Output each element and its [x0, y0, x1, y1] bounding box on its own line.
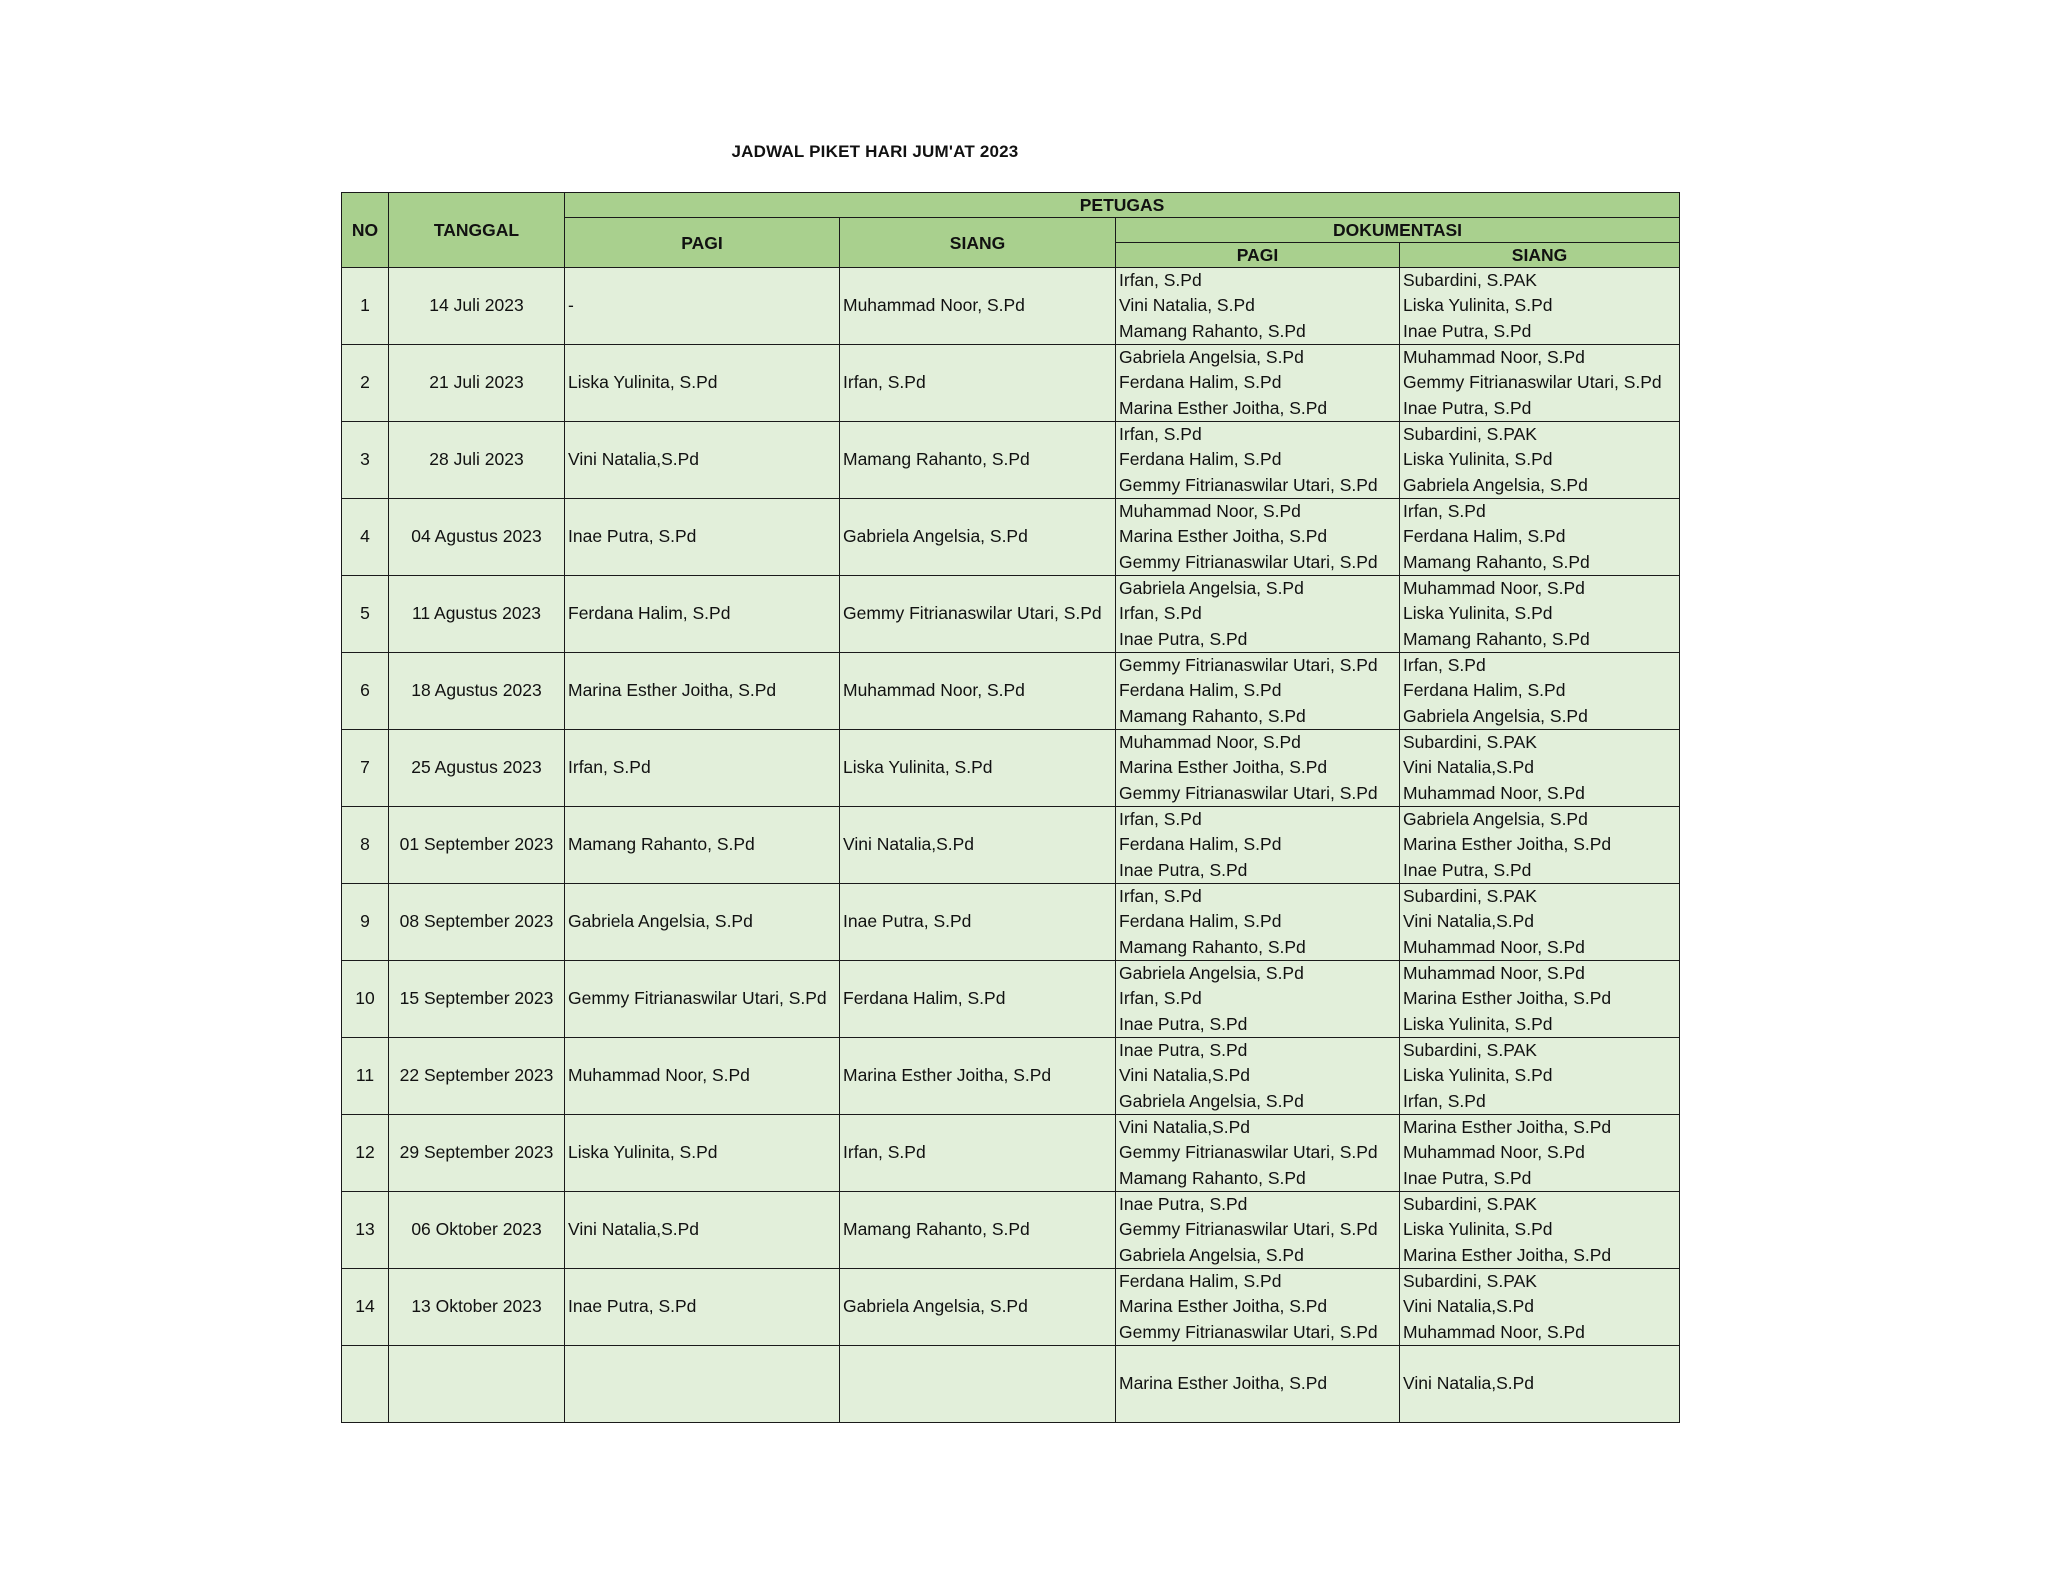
schedule-table: [341, 192, 1680, 1423]
table-row: [342, 1346, 1680, 1423]
cell-date: 04 Agustus 2023: [389, 499, 565, 576]
cell-no: 14: [342, 1269, 389, 1346]
cell-pagi: -: [565, 268, 840, 345]
cell-dok-pagi: [1116, 730, 1400, 807]
cell-siang: Liska Yulinita, S.Pd: [840, 730, 1116, 807]
staff-name: Inae Putra, S.Pd: [1119, 1194, 1248, 1215]
table-body: [342, 268, 1680, 1423]
staff-name: Irfan, S.Pd: [1403, 1090, 1486, 1111]
staff-name: Inae Putra, S.Pd: [1119, 1040, 1248, 1061]
table-row: [342, 422, 1680, 499]
cell-dok-pagi: [1116, 422, 1400, 499]
staff-name: Vini Natalia,S.Pd: [1403, 757, 1535, 778]
cell-dok-pagi: [1116, 345, 1400, 422]
cell-no: 5: [342, 576, 389, 653]
table-row: [342, 1269, 1680, 1346]
cell-no: 12: [342, 1115, 389, 1192]
cell-siang: Inae Putra, S.Pd: [840, 884, 1116, 961]
cell-dok-pagi: [1116, 1269, 1400, 1346]
header-tanggal: TANGGAL: [389, 193, 565, 268]
staff-name: Marina Esther Joitha, S.Pd: [1403, 1244, 1612, 1265]
staff-name: Marina Esther Joitha, S.Pd: [1119, 526, 1328, 547]
cell-dok-siang: [1400, 730, 1680, 807]
cell-no: 13: [342, 1192, 389, 1269]
cell-dok-pagi: [1116, 807, 1400, 884]
table-row: [342, 884, 1680, 961]
staff-name: Gabriela Angelsia, S.Pd: [1403, 809, 1588, 830]
staff-name: Gabriela Angelsia, S.Pd: [1119, 578, 1304, 599]
cell-dok-pagi: [1116, 1346, 1400, 1423]
staff-name: Ferdana Halim, S.Pd: [1119, 680, 1282, 701]
cell-pagi: Inae Putra, S.Pd: [565, 499, 840, 576]
header-no: NO: [342, 193, 389, 268]
cell-siang: Gabriela Angelsia, S.Pd: [840, 1269, 1116, 1346]
cell-no: 7: [342, 730, 389, 807]
cell-date: 06 Oktober 2023: [389, 1192, 565, 1269]
cell-no: 3: [342, 422, 389, 499]
cell-dok-pagi: [1116, 1115, 1400, 1192]
cell-date: 01 September 2023: [389, 807, 565, 884]
staff-name: Gemmy Fitrianaswilar Utari, S.Pd: [1403, 372, 1662, 393]
cell-no: 1: [342, 268, 389, 345]
cell-date: 22 September 2023: [389, 1038, 565, 1115]
staff-name: Gabriela Angelsia, S.Pd: [1119, 1090, 1304, 1111]
cell-dok-siang: [1400, 499, 1680, 576]
cell-no: 11: [342, 1038, 389, 1115]
table-row: [342, 653, 1680, 730]
cell-date: 14 Juli 2023: [389, 268, 565, 345]
cell-no: [342, 1346, 389, 1423]
cell-date: 08 September 2023: [389, 884, 565, 961]
staff-name: Muhammad Noor, S.Pd: [1403, 1142, 1585, 1163]
staff-name: Marina Esther Joitha, S.Pd: [1403, 988, 1612, 1009]
cell-pagi: Muhammad Noor, S.Pd: [565, 1038, 840, 1115]
staff-name: Ferdana Halim, S.Pd: [1119, 834, 1282, 855]
table-row: [342, 345, 1680, 422]
cell-pagi: Vini Natalia,S.Pd: [565, 422, 840, 499]
cell-date: 11 Agustus 2023: [389, 576, 565, 653]
staff-name: Gemmy Fitrianaswilar Utari, S.Pd: [1119, 551, 1378, 572]
cell-siang: Irfan, S.Pd: [840, 1115, 1116, 1192]
staff-name: Muhammad Noor, S.Pd: [1403, 963, 1585, 984]
cell-pagi: Irfan, S.Pd: [565, 730, 840, 807]
cell-date: 15 September 2023: [389, 961, 565, 1038]
staff-name: Gabriela Angelsia, S.Pd: [1119, 963, 1304, 984]
header-dokumentasi: DOKUMENTASI: [1116, 218, 1680, 243]
cell-no: 9: [342, 884, 389, 961]
cell-no: 8: [342, 807, 389, 884]
cell-no: 2: [342, 345, 389, 422]
cell-no: 4: [342, 499, 389, 576]
staff-name: Marina Esther Joitha, S.Pd: [1119, 1373, 1328, 1394]
staff-name: Ferdana Halim, S.Pd: [1119, 1271, 1282, 1292]
cell-dok-siang: [1400, 884, 1680, 961]
staff-name: Liska Yulinita, S.Pd: [1403, 603, 1553, 624]
cell-date: 18 Agustus 2023: [389, 653, 565, 730]
staff-name: Irfan, S.Pd: [1119, 886, 1202, 907]
staff-name: Marina Esther Joitha, S.Pd: [1119, 757, 1328, 778]
cell-siang: Muhammad Noor, S.Pd: [840, 653, 1116, 730]
staff-name: Liska Yulinita, S.Pd: [1403, 1065, 1553, 1086]
staff-name: Mamang Rahanto, S.Pd: [1403, 628, 1590, 649]
staff-name: Vini Natalia,S.Pd: [1119, 1117, 1251, 1138]
cell-dok-pagi: [1116, 1038, 1400, 1115]
staff-name: Ferdana Halim, S.Pd: [1119, 372, 1282, 393]
staff-name: Subardini, S.PAK: [1403, 1271, 1537, 1292]
cell-siang: Irfan, S.Pd: [840, 345, 1116, 422]
staff-name: Marina Esther Joitha, S.Pd: [1119, 397, 1328, 418]
cell-dok-siang: [1400, 961, 1680, 1038]
staff-name: Muhammad Noor, S.Pd: [1403, 1321, 1585, 1342]
cell-dok-siang: [1400, 1346, 1680, 1423]
staff-name: Gabriela Angelsia, S.Pd: [1403, 705, 1588, 726]
cell-siang: Gabriela Angelsia, S.Pd: [840, 499, 1116, 576]
table-row: [342, 268, 1680, 345]
staff-name: Muhammad Noor, S.Pd: [1403, 782, 1585, 803]
staff-name: Liska Yulinita, S.Pd: [1403, 1219, 1553, 1240]
page-title: JADWAL PIKET HARI JUM'AT 2023: [731, 142, 1019, 161]
header-dok-pagi: PAGI: [1116, 243, 1400, 268]
staff-name: Subardini, S.PAK: [1403, 424, 1537, 445]
staff-name: Subardini, S.PAK: [1403, 886, 1537, 907]
staff-name: Subardini, S.PAK: [1403, 1194, 1537, 1215]
cell-dok-siang: [1400, 345, 1680, 422]
cell-dok-siang: [1400, 1192, 1680, 1269]
staff-name: Vini Natalia,S.Pd: [1403, 1296, 1535, 1317]
staff-name: Mamang Rahanto, S.Pd: [1119, 320, 1306, 341]
cell-pagi: Marina Esther Joitha, S.Pd: [565, 653, 840, 730]
staff-name: Irfan, S.Pd: [1119, 809, 1202, 830]
staff-name: Muhammad Noor, S.Pd: [1403, 936, 1585, 957]
cell-pagi: Liska Yulinita, S.Pd: [565, 345, 840, 422]
header-petugas: PETUGAS: [565, 193, 1680, 218]
staff-name: Mamang Rahanto, S.Pd: [1119, 1167, 1306, 1188]
cell-date: 25 Agustus 2023: [389, 730, 565, 807]
cell-no: 6: [342, 653, 389, 730]
staff-name: Muhammad Noor, S.Pd: [1403, 347, 1585, 368]
cell-siang: Marina Esther Joitha, S.Pd: [840, 1038, 1116, 1115]
schedule-table-viewport: [341, 192, 1680, 1394]
cell-dok-pagi: [1116, 268, 1400, 345]
staff-name: Irfan, S.Pd: [1119, 424, 1202, 445]
cell-dok-pagi: [1116, 499, 1400, 576]
cell-date: [389, 1346, 565, 1423]
cell-siang: Mamang Rahanto, S.Pd: [840, 422, 1116, 499]
staff-name: Irfan, S.Pd: [1119, 603, 1202, 624]
staff-name: Marina Esther Joitha, S.Pd: [1403, 1117, 1612, 1138]
staff-name: Irfan, S.Pd: [1119, 270, 1202, 291]
staff-name: Subardini, S.PAK: [1403, 270, 1537, 291]
staff-name: Ferdana Halim, S.Pd: [1403, 526, 1566, 547]
staff-name: Inae Putra, S.Pd: [1119, 1013, 1248, 1034]
header-dok-siang: SIANG: [1400, 243, 1680, 268]
staff-name: Liska Yulinita, S.Pd: [1403, 449, 1553, 470]
staff-name: Vini Natalia,S.Pd: [1403, 911, 1535, 932]
cell-dok-siang: [1400, 422, 1680, 499]
header-pagi: PAGI: [565, 218, 840, 268]
table-row: [342, 576, 1680, 653]
staff-name: Gemmy Fitrianaswilar Utari, S.Pd: [1119, 655, 1378, 676]
staff-name: Liska Yulinita, S.Pd: [1403, 1013, 1553, 1034]
staff-name: Gemmy Fitrianaswilar Utari, S.Pd: [1119, 474, 1378, 495]
cell-siang: Mamang Rahanto, S.Pd: [840, 1192, 1116, 1269]
staff-name: Gemmy Fitrianaswilar Utari, S.Pd: [1119, 1142, 1378, 1163]
staff-name: Muhammad Noor, S.Pd: [1403, 578, 1585, 599]
cell-pagi: Mamang Rahanto, S.Pd: [565, 807, 840, 884]
table-row: [342, 1192, 1680, 1269]
cell-dok-siang: [1400, 1038, 1680, 1115]
cell-pagi: Liska Yulinita, S.Pd: [565, 1115, 840, 1192]
cell-dok-siang: [1400, 807, 1680, 884]
cell-siang: Muhammad Noor, S.Pd: [840, 268, 1116, 345]
staff-name: Ferdana Halim, S.Pd: [1119, 911, 1282, 932]
cell-siang: Ferdana Halim, S.Pd: [840, 961, 1116, 1038]
cell-pagi: Inae Putra, S.Pd: [565, 1269, 840, 1346]
cell-dok-pagi: [1116, 884, 1400, 961]
staff-name: Irfan, S.Pd: [1403, 501, 1486, 522]
staff-name: Marina Esther Joitha, S.Pd: [1119, 1296, 1328, 1317]
cell-date: 28 Juli 2023: [389, 422, 565, 499]
staff-name: Inae Putra, S.Pd: [1403, 1167, 1532, 1188]
staff-name: Liska Yulinita, S.Pd: [1403, 295, 1553, 316]
staff-name: Gabriela Angelsia, S.Pd: [1119, 347, 1304, 368]
table-row: [342, 807, 1680, 884]
staff-name: Vini Natalia, S.Pd: [1119, 295, 1255, 316]
cell-dok-siang: [1400, 268, 1680, 345]
cell-pagi: Gemmy Fitrianaswilar Utari, S.Pd: [565, 961, 840, 1038]
table-row: [342, 1038, 1680, 1115]
staff-name: Inae Putra, S.Pd: [1119, 859, 1248, 880]
staff-name: Muhammad Noor, S.Pd: [1119, 732, 1301, 753]
staff-name: Marina Esther Joitha, S.Pd: [1403, 834, 1612, 855]
cell-pagi: Gabriela Angelsia, S.Pd: [565, 884, 840, 961]
cell-pagi: [565, 1346, 840, 1423]
staff-name: Vini Natalia,S.Pd: [1119, 1065, 1251, 1086]
staff-name: Vini Natalia,S.Pd: [1403, 1373, 1535, 1394]
cell-dok-siang: [1400, 653, 1680, 730]
staff-name: Mamang Rahanto, S.Pd: [1119, 936, 1306, 957]
staff-name: Mamang Rahanto, S.Pd: [1403, 551, 1590, 572]
cell-dok-pagi: [1116, 576, 1400, 653]
cell-date: 29 September 2023: [389, 1115, 565, 1192]
staff-name: Muhammad Noor, S.Pd: [1119, 501, 1301, 522]
staff-name: Inae Putra, S.Pd: [1403, 859, 1532, 880]
staff-name: Gabriela Angelsia, S.Pd: [1403, 474, 1588, 495]
cell-no: 10: [342, 961, 389, 1038]
cell-date: 13 Oktober 2023: [389, 1269, 565, 1346]
cell-dok-pagi: [1116, 1192, 1400, 1269]
staff-name: Subardini, S.PAK: [1403, 1040, 1537, 1061]
staff-name: Gabriela Angelsia, S.Pd: [1119, 1244, 1304, 1265]
staff-name: Ferdana Halim, S.Pd: [1403, 680, 1566, 701]
table-row: [342, 730, 1680, 807]
table-header: [342, 193, 1680, 268]
staff-name: Inae Putra, S.Pd: [1119, 628, 1248, 649]
cell-siang: [840, 1346, 1116, 1423]
cell-pagi: Vini Natalia,S.Pd: [565, 1192, 840, 1269]
staff-name: Mamang Rahanto, S.Pd: [1119, 705, 1306, 726]
cell-dok-siang: [1400, 1269, 1680, 1346]
staff-name: Irfan, S.Pd: [1403, 655, 1486, 676]
cell-dok-siang: [1400, 576, 1680, 653]
staff-name: Gemmy Fitrianaswilar Utari, S.Pd: [1119, 1321, 1378, 1342]
staff-name: Inae Putra, S.Pd: [1403, 397, 1532, 418]
staff-name: Ferdana Halim, S.Pd: [1119, 449, 1282, 470]
cell-dok-pagi: [1116, 961, 1400, 1038]
cell-siang: Vini Natalia,S.Pd: [840, 807, 1116, 884]
cell-dok-pagi: [1116, 653, 1400, 730]
cell-pagi: Ferdana Halim, S.Pd: [565, 576, 840, 653]
cell-date: 21 Juli 2023: [389, 345, 565, 422]
staff-name: Gemmy Fitrianaswilar Utari, S.Pd: [1119, 782, 1378, 803]
table-row: [342, 1115, 1680, 1192]
cell-siang: Gemmy Fitrianaswilar Utari, S.Pd: [840, 576, 1116, 653]
staff-name: Inae Putra, S.Pd: [1403, 320, 1532, 341]
table-row: [342, 499, 1680, 576]
staff-name: Gemmy Fitrianaswilar Utari, S.Pd: [1119, 1219, 1378, 1240]
header-siang: SIANG: [840, 218, 1116, 268]
cell-dok-siang: [1400, 1115, 1680, 1192]
staff-name: Irfan, S.Pd: [1119, 988, 1202, 1009]
staff-name: Subardini, S.PAK: [1403, 732, 1537, 753]
table-row: [342, 961, 1680, 1038]
